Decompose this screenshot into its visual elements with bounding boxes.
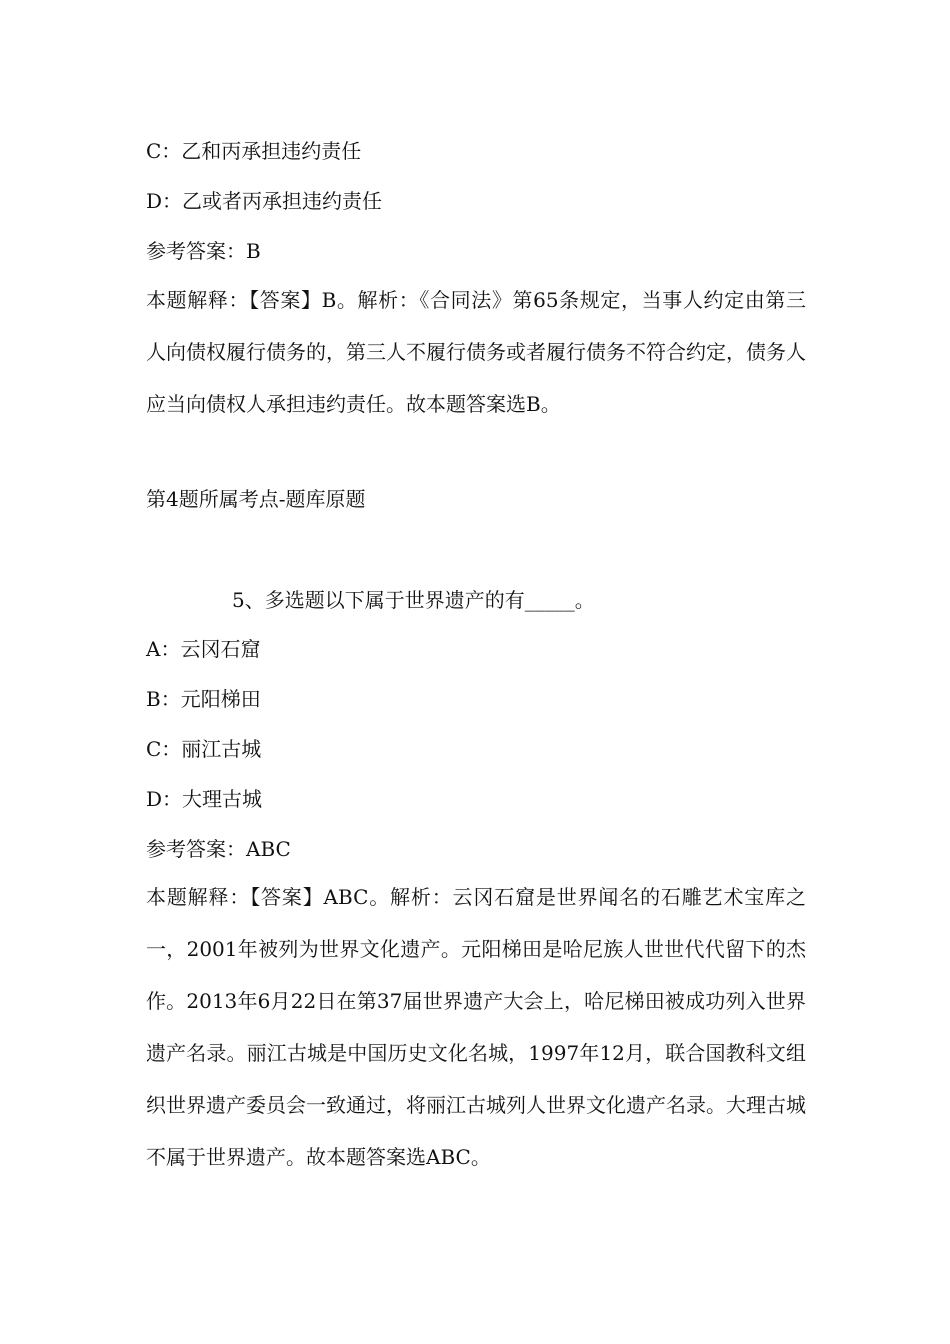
q5-option-d: D：大理古城	[146, 787, 263, 811]
q5-option-a: A：云冈石窟	[146, 637, 261, 661]
q5-option-c: C：丽江古城	[146, 737, 262, 761]
q5-question: 5、多选题以下属于世界遗产的有_____。	[232, 588, 595, 612]
q5-answer: 参考答案：ABC	[146, 837, 291, 861]
q4-explanation: 本题解释：【答案】B。解析：《合同法》第65条规定，当事人约定由第三人向债权履行债务的，第三人不履行债务或者履行债务不符合约定，债务人应当向债权人承担违约责任。故本题答案选B。	[146, 288, 806, 416]
q4-answer: 参考答案：B	[146, 239, 261, 263]
q4-option-c: C：乙和丙承担违约责任	[146, 139, 362, 163]
q5-explanation: 本题解释：【答案】ABC。解析：云冈石窟是世界闻名的石雕艺术宝库之一，2001年被列为世界文化遗产。元阳梯田是哈尼族人世世代代留下的杰作。2013年6月22日在第37届世界遗产大会上，哈尼梯田被成功列入世界遗产名录。丽江古城是中国历史文化名城，1997年12月，联合国教科文组织世界遗产委员会一致通过，将丽江古城列人世界文化遗产名录。大理古城不属于世界遗产。故本题答案选ABC。	[146, 885, 806, 1169]
q5-option-b: B：元阳梯田	[146, 687, 261, 711]
q4-option-d: D：乙或者丙承担违约责任	[146, 189, 383, 213]
q4-topic: 第4题所属考点-题库原题	[146, 487, 366, 511]
